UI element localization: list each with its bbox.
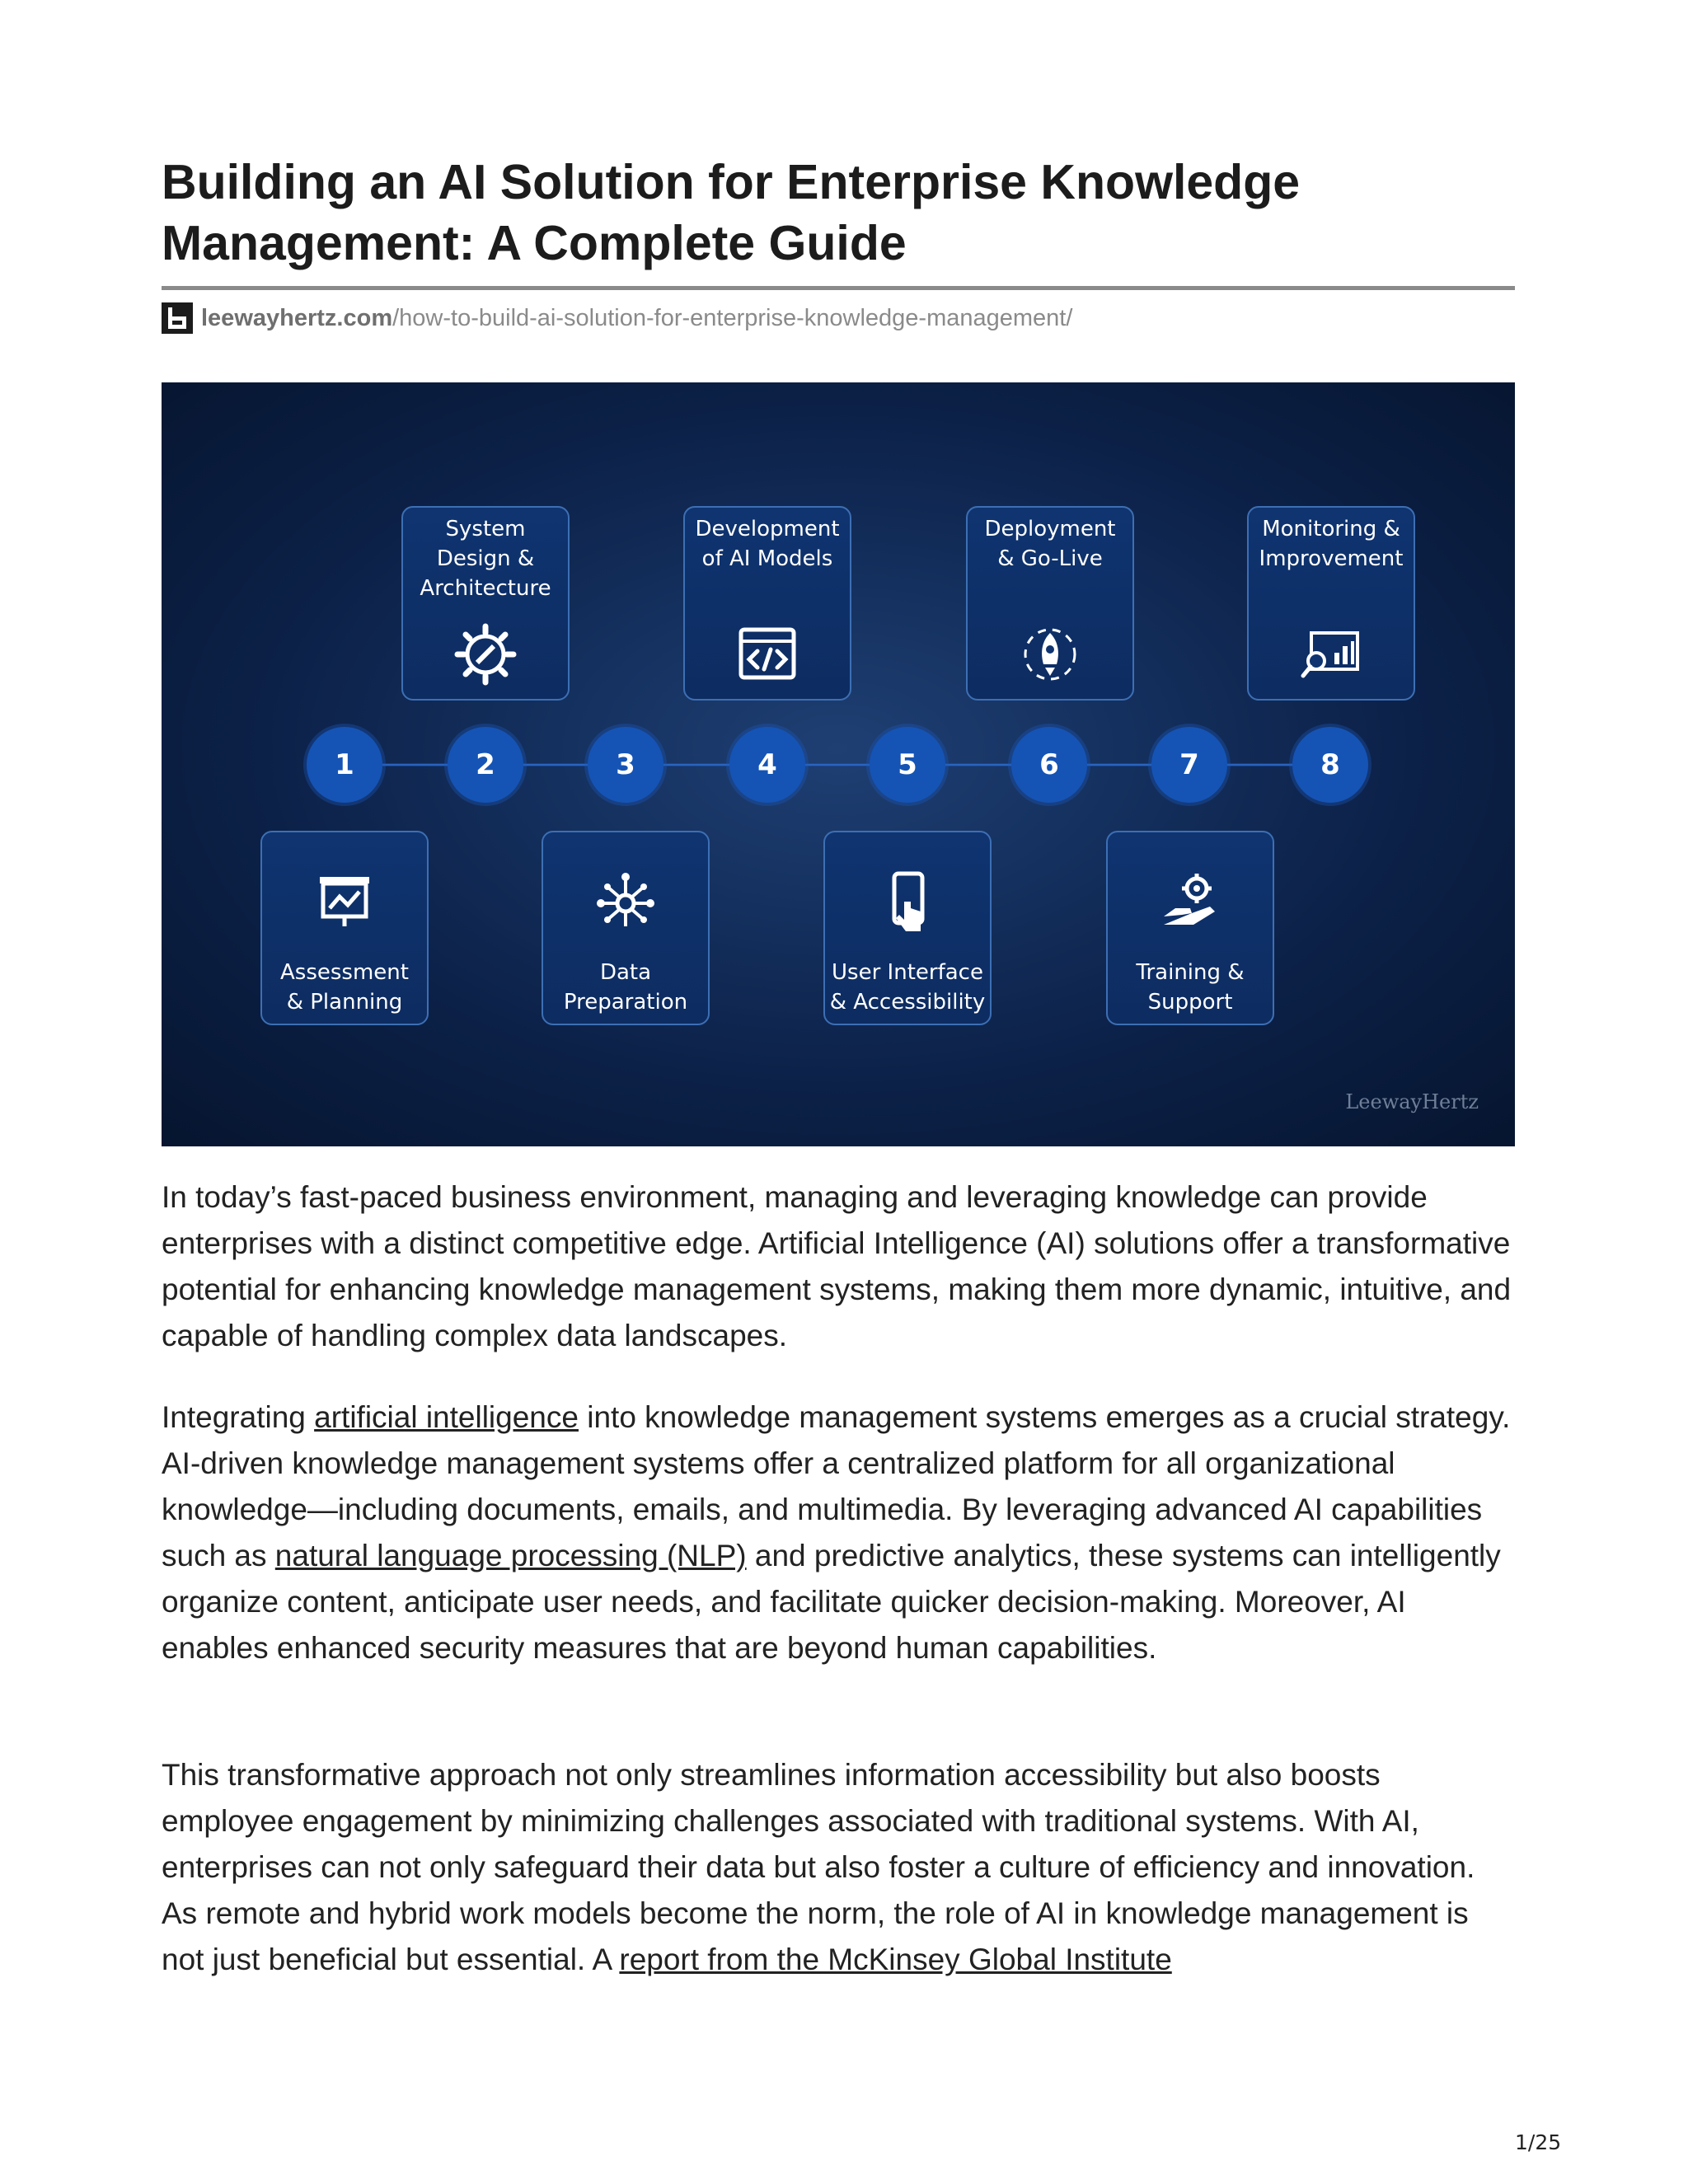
- step-card-6: [966, 506, 1134, 701]
- paragraph-integrating: [162, 1394, 1513, 1671]
- step-node-3: 3: [588, 727, 663, 803]
- analytics-search-icon: [1298, 621, 1364, 687]
- step-2-label-line1: System: [445, 517, 526, 541]
- link-nlp[interactable]: natural language processing (NLP): [274, 1539, 747, 1572]
- step-node-2: 2: [448, 727, 523, 803]
- step-card-5: [823, 831, 992, 1025]
- page-number: 1/25: [1515, 2130, 1562, 2154]
- process-diagram: [162, 382, 1515, 1146]
- gear-pencil-icon: [452, 621, 518, 687]
- step-node-7: 7: [1151, 727, 1227, 803]
- paragraph-transformative: [162, 1752, 1513, 1983]
- step-1-label-line2: & Planning: [286, 990, 403, 1015]
- watermark: LeewayHertz: [1345, 1090, 1479, 1113]
- rocket-icon: [1017, 621, 1083, 687]
- step-3-label-line2: Preparation: [563, 990, 688, 1015]
- step-node-4: 4: [729, 727, 805, 803]
- source-domain[interactable]: leewayhertz.com: [201, 304, 393, 331]
- step-1-label-line1: Assessment: [280, 960, 409, 985]
- step-node-1: 1: [307, 727, 382, 803]
- step-2-label-line3: Architecture: [420, 576, 551, 601]
- phone-touch-icon: [874, 869, 940, 935]
- step-8-label-line2: Improvement: [1259, 546, 1404, 571]
- paragraph-intro: In today’s fast-paced business environment, managing and leveraging knowledge can provide enterprises with a distinct competitive edge. Artificial Intelligence (AI) solutions offer a transformative potential for enhancing knowledge management systems, making them more dynamic, intuitive, and capable of handling complex data landscapes.: [162, 1180, 1512, 1352]
- step-node-8: 8: [1292, 727, 1368, 803]
- step-2-label-line2: Design &: [436, 546, 535, 571]
- p3-text-a: This transformative approach not only streamlines information accessibility but also boosts employee engagement by minimizing challenges associated with traditional systems. With AI, enterprises can not only safeguard their data but also foster a culture of efficiency and innovation. As remote and hybrid work models become the norm, the role of AI in knowledge management is not just beneficial but essential. A: [162, 1758, 1475, 1976]
- step-5-label-line1: User Interface: [832, 960, 983, 985]
- step-card-8: [1247, 506, 1415, 701]
- step-card-7: [1106, 831, 1274, 1025]
- p2-text-c: and predictive analytics, these systems can intelligently organize content, anticipate user needs, and facilitate quicker decision-making. Moreover, AI enables enhanced security measures that are beyond human capabilities.: [162, 1539, 1501, 1665]
- step-3-label-line1: Data: [599, 960, 652, 985]
- step-6-label-line2: & Go-Live: [997, 546, 1103, 571]
- step-6-label-line1: Deployment: [984, 517, 1116, 541]
- step-4-label-line2: of AI Models: [701, 546, 833, 571]
- link-artificial-intelligence[interactable]: artificial intelligence: [314, 1400, 579, 1434]
- step-node-5: 5: [870, 727, 945, 803]
- step-8-label-line1: Monitoring &: [1262, 517, 1400, 541]
- code-window-icon: [734, 621, 800, 687]
- step-5-label-line2: & Accessibility: [829, 990, 986, 1015]
- step-card-1: [260, 831, 429, 1025]
- title-divider: [162, 286, 1515, 290]
- step-4-label-line1: Development: [695, 517, 840, 541]
- step-7-label-line2: Support: [1147, 990, 1233, 1015]
- link-mckinsey-report[interactable]: report from the McKinsey Global Institute: [619, 1943, 1172, 1976]
- source-path[interactable]: /how-to-build-ai-solution-for-enterprise-knowledge-management/: [392, 304, 1073, 331]
- presentation-chart-icon: [312, 869, 377, 935]
- step-7-label-line1: Training &: [1136, 960, 1245, 985]
- network-hub-icon: [593, 869, 659, 935]
- hand-gear-icon: [1157, 869, 1223, 935]
- leewayhertz-logo-icon: [162, 302, 193, 334]
- source-url[interactable]: [162, 302, 1072, 335]
- step-card-4: [683, 506, 851, 701]
- page-title: Building an AI Solution for Enterprise Knowledge Management: A Complete Guide: [162, 155, 1301, 270]
- step-card-3: [542, 831, 710, 1025]
- p2-text-a: Integrating: [162, 1400, 315, 1434]
- p2-text-b: into knowledge management systems emerges as a crucial strategy. AI-driven knowledge management systems offer a centralized platform for all organizational knowledge—including documents, emails, and multimedia. By leveraging advanced AI capabilities such as: [162, 1400, 1511, 1572]
- step-node-6: 6: [1011, 727, 1087, 803]
- step-card-2: [401, 506, 570, 701]
